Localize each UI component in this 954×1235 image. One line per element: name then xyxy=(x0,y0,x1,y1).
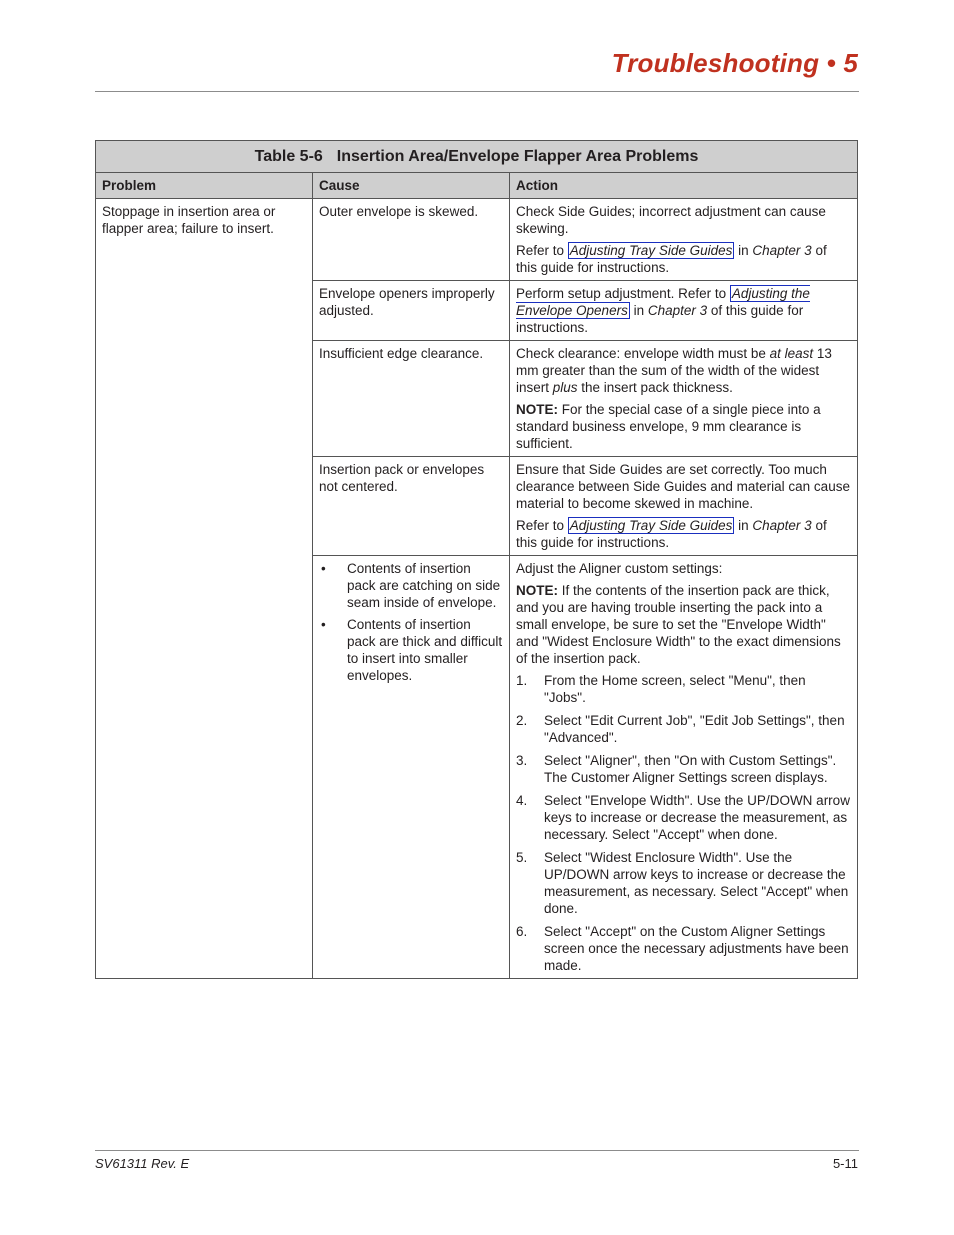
action-cell xyxy=(510,281,858,341)
action-text: Ensure that Side Guides are set correctly. Too much clearance between Side Guides and material can cause material to become skewed in machine. xyxy=(516,462,850,511)
list-item: • Contents of insertion pack are thick and difficult to insert into smaller envelopes. xyxy=(321,617,503,683)
action-cell xyxy=(510,556,858,979)
cause-cell xyxy=(313,341,510,457)
page-number: 5-11 xyxy=(832,1156,858,1171)
header-rule xyxy=(95,91,859,92)
cause-cell xyxy=(313,457,510,556)
cause-text: Envelope openers improperly adjusted. xyxy=(319,286,495,318)
column-header-action: Action xyxy=(510,173,858,199)
table-caption xyxy=(96,141,858,173)
cause-text: Insertion pack or envelopes not centered. xyxy=(319,462,485,494)
cause-cell xyxy=(313,281,510,341)
cause-text: Outer envelope is skewed. xyxy=(319,204,479,219)
bullet-icon: • xyxy=(321,561,326,576)
action-note: NOTE: If the contents of the insertion pack are thick, and you are having trouble inserting the pack into a small envelope, be sure to set the "Envelope Width" and "Widest Enclosure Width" to the exact dimensions of the insertion pack. xyxy=(516,583,841,666)
list-item: 2. Select "Edit Current Job", "Edit Job Settings", then "Advanced". xyxy=(516,713,845,745)
table-header-row xyxy=(96,173,858,199)
cause-bullet-list xyxy=(319,560,503,684)
list-item: 3. Select "Aligner", then "On with Custom Settings". The Customer Aligner Settings screen displays. xyxy=(516,753,837,785)
troubleshooting-table xyxy=(95,140,858,979)
column-header-cause: Cause xyxy=(313,173,510,199)
action-reference: Refer to Adjusting Tray Side Guides in Chapter 3 of this guide for instructions. xyxy=(516,243,827,275)
list-item: 6. Select "Accept" on the Custom Aligner Settings screen once the necessary adjustments have been made. xyxy=(516,924,849,973)
chapter-title: Troubleshooting • 5 xyxy=(611,48,858,78)
action-text: Check clearance: envelope width must be at least 13 mm greater than the sum of the width of the widest insert plus the insert pack thickness. xyxy=(516,346,832,395)
document-id: SV61311 Rev. E xyxy=(95,1156,190,1171)
problem-text: Stoppage in insertion area or flapper area; failure to insert. xyxy=(102,204,276,236)
link-adjusting-envelope-openers[interactable]: Adjusting the Envelope Openers xyxy=(516,286,810,318)
table-row xyxy=(96,199,858,281)
link-adjusting-tray-side-guides[interactable]: Adjusting Tray Side Guides xyxy=(569,243,733,258)
list-item: 1. From the Home screen, select "Menu", then "Jobs". xyxy=(516,673,806,705)
footer-rule xyxy=(95,1150,859,1151)
bullet-icon: • xyxy=(321,617,326,632)
cause-cell xyxy=(313,556,510,979)
action-text: Perform setup adjustment. Refer to Adjusting the Envelope Openers in Chapter 3 of this guide for instructions. xyxy=(516,286,810,335)
cause-cell xyxy=(313,199,510,281)
table-number: Table 5-6 xyxy=(254,148,323,165)
action-intro: Adjust the Aligner custom settings: xyxy=(516,561,723,576)
column-header-problem: Problem xyxy=(96,173,313,199)
list-item: • Contents of insertion pack are catching on side seam inside of envelope. xyxy=(321,561,501,610)
cause-text: Insufficient edge clearance. xyxy=(319,346,484,361)
action-text: Check Side Guides; incorrect adjustment can cause skewing. xyxy=(516,204,826,236)
action-note: NOTE: For the special case of a single piece into a standard business envelope, 9 mm clearance is sufficient. xyxy=(516,402,821,451)
action-cell xyxy=(510,341,858,457)
list-item: 4. Select "Envelope Width". Use the UP/DOWN arrow keys to increase or decrease the measurement, as necessary. Select "Accept" when done. xyxy=(516,793,850,842)
problem-cell xyxy=(96,199,313,979)
link-adjusting-tray-side-guides[interactable]: Adjusting Tray Side Guides xyxy=(569,518,733,533)
action-cell xyxy=(510,457,858,556)
action-steps xyxy=(516,672,851,974)
action-reference: Refer to Adjusting Tray Side Guides in Chapter 3 of this guide for instructions. xyxy=(516,518,827,550)
table-title: Insertion Area/Envelope Flapper Area Problems xyxy=(336,148,699,165)
list-item: 5. Select "Widest Enclosure Width". Use the UP/DOWN arrow keys to increase or decrease the measurement, as necessary. Select "Accept" when done. xyxy=(516,850,849,916)
action-cell xyxy=(510,199,858,281)
